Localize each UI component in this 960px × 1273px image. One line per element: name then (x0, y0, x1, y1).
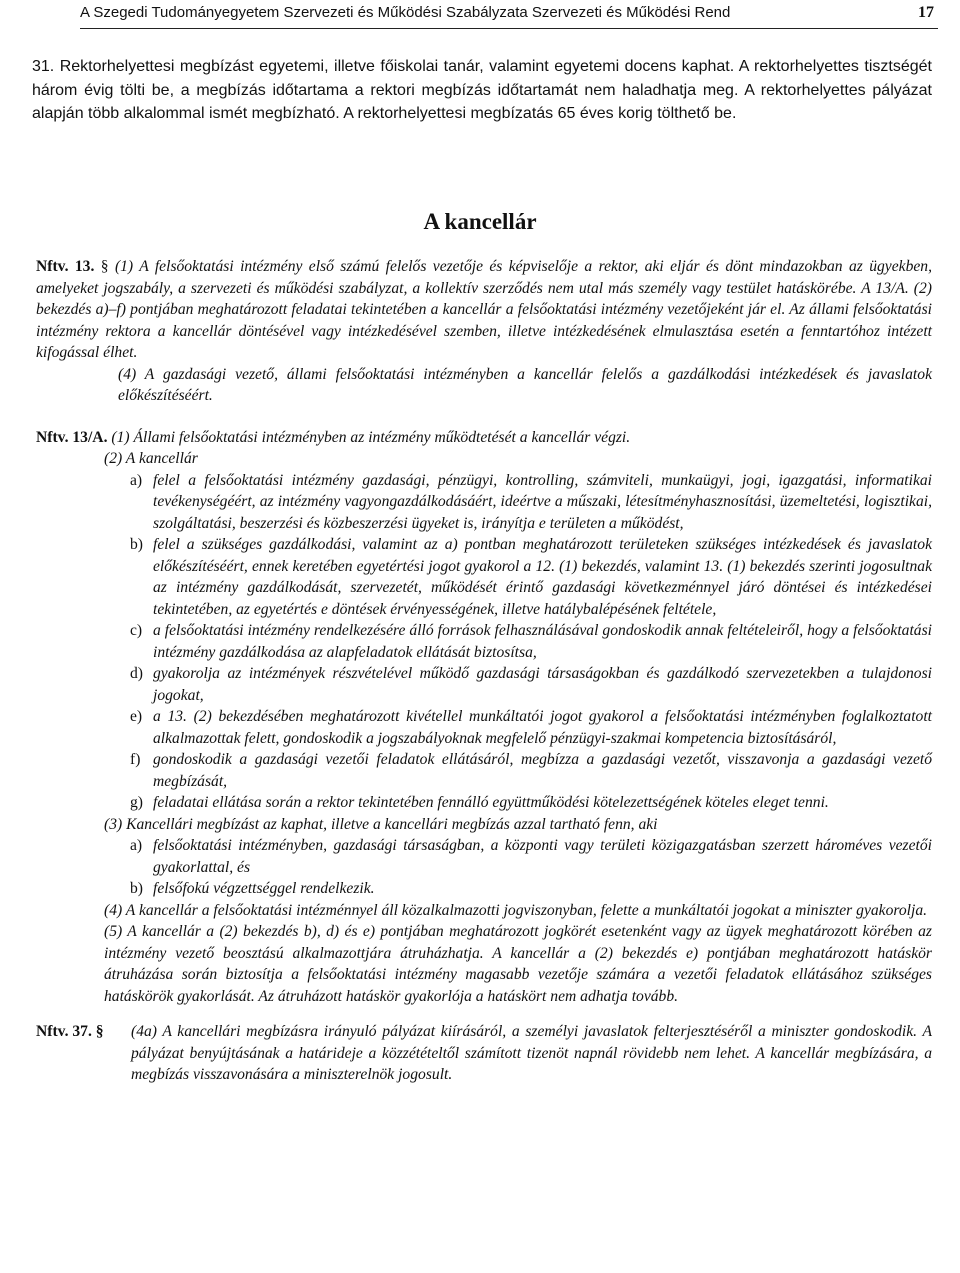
nftv13a-paragraph-2: (2) A kancellár (104, 450, 198, 467)
intro-block (32, 55, 932, 126)
nftv13a-paragraph-3: (3) Kancellári megbízást az kaphat, illetve a kancellári megbízás azzal tartható fenn, aki (104, 815, 658, 833)
list-item: a) felsőoktatási intézményben, gazdasági társaságban, a központi vagy területi közigazgatásban szerzett hároméves vezetői gyakorlattal, és (130, 837, 932, 876)
list-item: a) felel a felsőoktatási intézmény gazdasági, pénzügyi, kontrolling, számviteli, munkaügyi, jogi, igazgatási, informatikai tevékenységéért, az intézmény vagyongazdálkodásáért, ideértve a műszaki, létesítményhasznosítási, üzemeltetési, logisztikai, szolgáltatási, beszerzési és közbeszerzési ügyeket is, irányítja e területen a működést, (130, 471, 932, 532)
list-item: b) felel a szükséges gazdálkodási, valamint az a) pontban meghatározott területeken szükséges intézkedések és javaslatok előkészítéséért, ennek keretében egyetértési jogot gyakorol a 12. (1) bekezdés, valamint 13. (1) bekezdés szerinti jogosultnak az intézmény gazdálkodását, szervezetét, működését érintő gazdasági következménnyel járó döntései és intézkedései tekintetében, az egyetértés e döntések érvényességének, illetve hatálybalépésének feltétele, (130, 536, 932, 618)
nftv13a-paragraph-1: Nftv. 13/A. (1) Állami felsőoktatási intézményben az intézmény működtetését a kancellár végzi. (36, 428, 631, 446)
list-item: g) feladatai ellátása során a rektor tekintetében fennálló együttműködési kötelezettségének köteles eleget tenni. (130, 794, 829, 811)
running-title: A Szegedi Tudományegyetem Szervezeti és Működési Szabályzata Szervezeti és Működési Rend (80, 4, 731, 21)
nftv13a-ref: Nftv. 13/A. (36, 428, 108, 446)
list-item: b) felsőfokú végzettséggel rendelkezik. (130, 880, 375, 897)
document-body (36, 256, 932, 1086)
list-item: c) a felsőoktatási intézmény rendelkezésére álló források felhasználásával gondoskodik annak feltételeiről, hogy a felsőoktatási intézmény gazdálkodása az alapfeladatok ellátását biztosítsa, (130, 622, 932, 661)
nftv13-paragraph-4: (4) A gazdasági vezető, állami felsőoktatási intézményben a kancellár felelős a gazdálkodási intézkedések és javaslatok előkészítéséért. (118, 365, 932, 404)
nftv13a-paragraph-5: (5) A kancellár a (2) bekezdés b), d) és e) pontjában meghatározott jogkörét esetenként vagy az ügyek meghatározott körében az intézmény vezető beosztású alkalmazottjára átruházhatja. A kancellár a (2) bekezdés e) pontjában meghatározott hatáskör átruházása során biztosítja a felsőoktatási intézmény magasabb vezetője számára a vezetői feladatok ellátásához szükséges hatáskörök gyakorlását. Az átruházott hatáskör gyakorlója a hatáskört nem adhatja tovább. (104, 923, 932, 1005)
page-number: 17 (918, 4, 934, 21)
nftv13-ref: Nftv. 13. (36, 258, 95, 275)
nftv37-paragraph: Nftv. 37. § (4a) A kancellári megbízásra irányuló pályázat kiírásáról, a személyi javaslatok felterjesztéséről a miniszter gondoskodik. A pályázat benyújtásának a határideje a közzétételtől számított tizenöt napnál rövidebb nem lehet. A kancellár megbízására, a megbízás visszavonására a miniszterelnök jogosult. (36, 1023, 932, 1083)
section-mark: § (91, 1023, 104, 1040)
page-header (80, 0, 938, 29)
list-item: e) a 13. (2) bekezdésében meghatározott kivétellel munkáltatói jogot gyakorol a felsőoktatási intézményben foglalkoztatott alkalmazottak felett, gondoskodik a jogszabályoknak megfelelő pénzügyi-szakmai kompetencia biztosításáról, (130, 708, 932, 747)
section-title: A kancellár (423, 209, 537, 234)
nftv37-ref: Nftv. 37. (36, 1023, 92, 1040)
nftv13a-paragraph-4: (4) A kancellár a felsőoktatási intézménnyel áll közalkalmazotti jogviszonyban, felette a munkáltatói jogokat a miniszter gyakorolja. (104, 901, 928, 919)
list-item: d) gyakorolja az intézmények részvételével működő gazdasági társaságokban és gazdálkodó szervezetekben a tulajdonosi jogokat, (130, 665, 932, 704)
nftv13-par1-text: (1) A felsőoktatási intézmény első számú felelős vezetője és képviselője a rektor, aki eljár és dönt mindazokban az ügyekben, amelyeket jogszabály, a szervezeti és működési szabályzat, a kollektív szerződés nem utal más személy vagy testület hatáskörébe. A 13/A. (2) bekezdés a)–f) pontjában meghatározott feladatai tekintetében a kancellár a felsőoktatási intézmény vezetőjeként jár el. Az állami felsőoktatási intézmény rektora a kancellár döntésével vagy intézkedésével szemben, illetve intézkedésének elmulasztása esetén a fenntartóhoz intézett kifogással élhet. (36, 258, 932, 361)
list-item: f) gondoskodik a gazdasági vezetői feladatok ellátásáról, megbízza a gazdasági vezetőt, visszavonja a gazdasági vezető megbízását, (130, 751, 932, 790)
section-mark: § (100, 258, 115, 275)
point-31: 31. Rektorhelyettesi megbízást egyetemi, illetve főiskolai tanár, valamint egyetemi docens kaphat. A rektorhelyettes tisztségét három évig tölti be, a megbízás időtartama a rektori megbízás időtartamát nem haladhatja meg. A rektorhelyettes pályázat alapján több alkalommal ismét megbízható. A rektorhelyettesi megbízatás 65 éves korig tölthető be. (32, 58, 932, 122)
nftv13-paragraph-1 (36, 256, 932, 364)
